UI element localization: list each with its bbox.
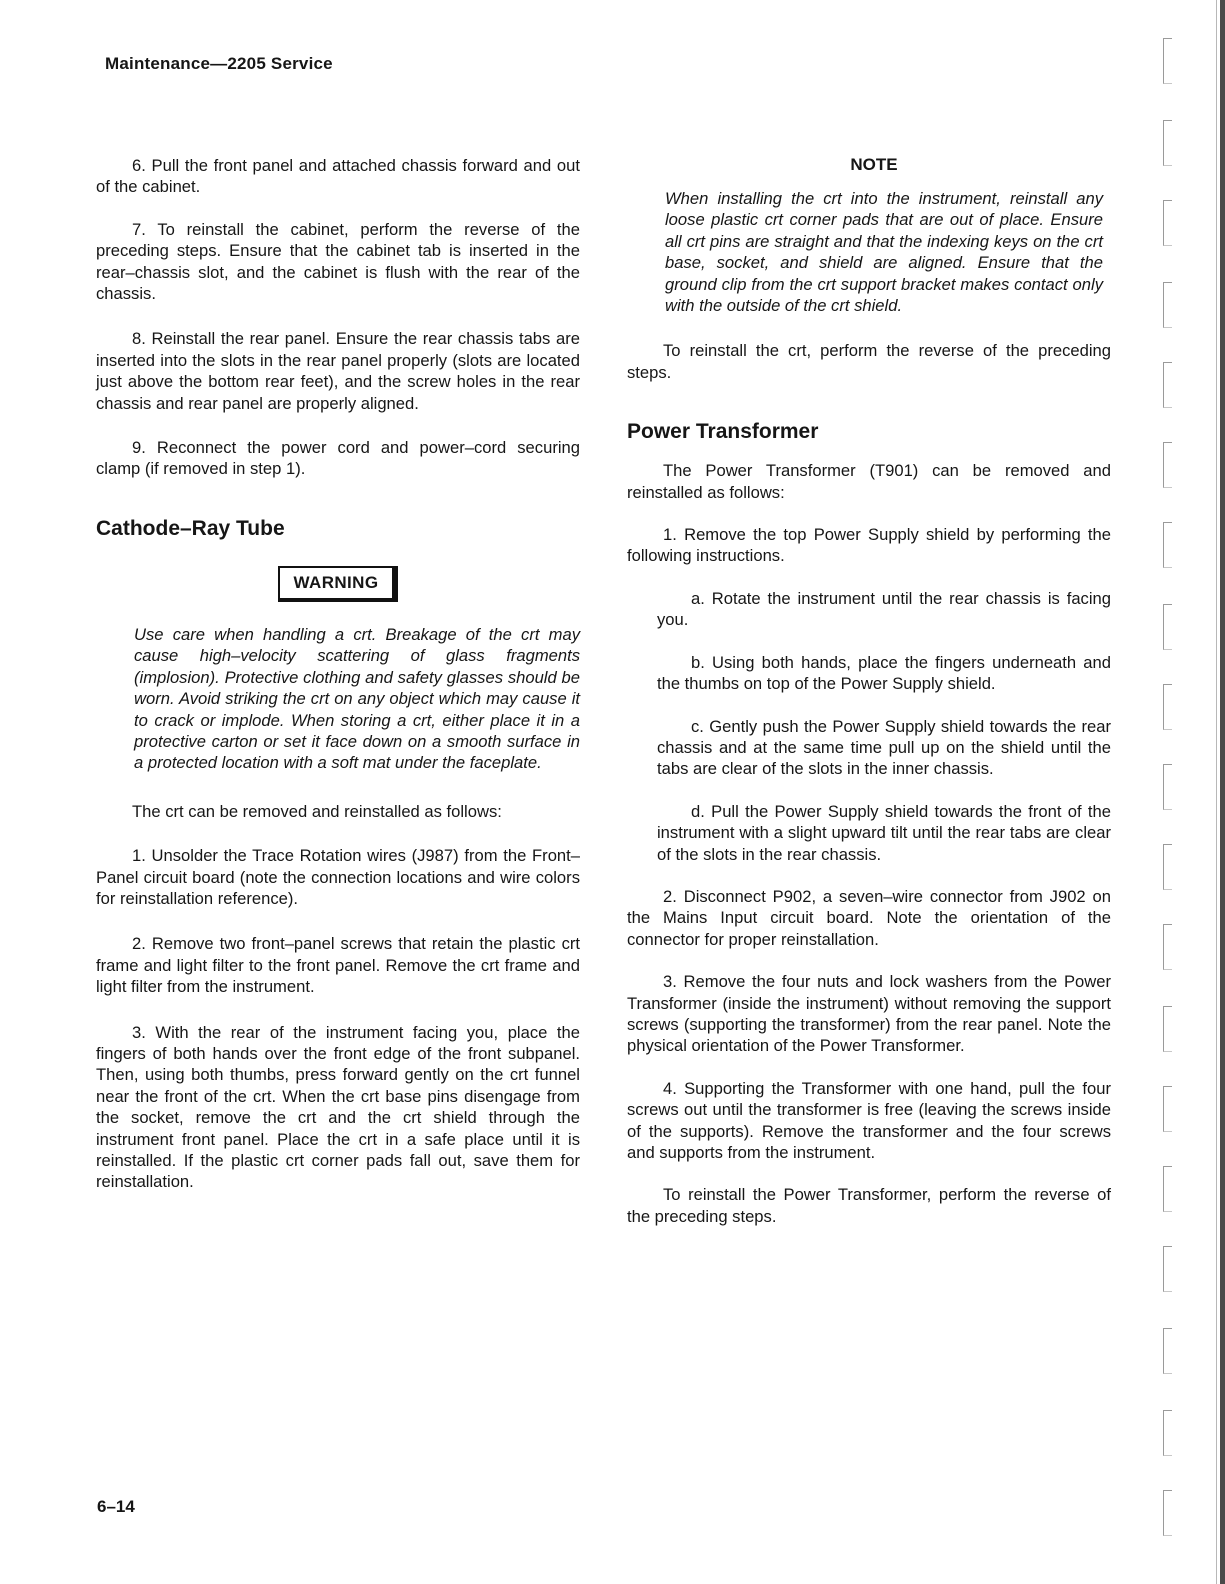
step-7-paragraph: 7. To reinstall the cabinet, perform the reverse of the preceding steps. Ensure that the cabinet tab is inserted in the rear–chassis slot, and the cabinet is flush with the rear of the chassis. [96, 219, 580, 304]
binding-mark [1163, 1086, 1172, 1132]
power-transformer-heading: Power Transformer [627, 420, 819, 444]
note-text: When installing the crt into the instrument, reinstall any loose plastic crt corner pads that are out of place. Ensure all crt pins are straight and that the indexing keys on the crt base, socket, and shield are aligned. Ensure that the ground clip from the crt support bracket makes contact only with the outside of the crt shield. [665, 189, 1103, 316]
step-6-paragraph: 6. Pull the front panel and attached chassis forward and out of the cabinet. [96, 156, 580, 197]
scan-edge-line [1216, 0, 1217, 1584]
binding-mark [1163, 604, 1172, 650]
pt-intro-paragraph: The Power Transformer (T901) can be removed and reinstalled as follows: [627, 461, 1111, 502]
pt-step-1b-paragraph: b. Using both hands, place the fingers underneath and the thumbs on top of the Power Supply shield. [657, 652, 1111, 694]
binding-mark [1163, 522, 1172, 568]
pt-step-2-paragraph: 2. Disconnect P902, a seven–wire connector from J902 on the Mains Input circuit board. Note the orientation of the connector for proper reinstallation. [627, 886, 1111, 949]
pt-step-1a-paragraph: a. Rotate the instrument until the rear chassis is facing you. [657, 588, 1111, 630]
left-column [96, 155, 580, 1193]
step-9-paragraph: 9. Reconnect the power cord and power–cord securing clamp (if removed in step 1). [96, 438, 580, 479]
pt-step-1d-paragraph: d. Pull the Power Supply shield towards the front of the instrument with a slight upward tilt until the rear tabs are clear of the slots in the rear chassis. [657, 801, 1111, 864]
page-header: Maintenance—2205 Service [105, 54, 333, 73]
binding-mark [1163, 442, 1172, 488]
note-title: NOTE [850, 155, 898, 174]
binding-mark [1163, 1490, 1172, 1536]
binding-mark [1163, 362, 1172, 408]
binding-mark [1163, 1328, 1172, 1374]
binding-mark [1163, 1246, 1172, 1292]
pt-reinstall-paragraph: To reinstall the Power Transformer, perform the reverse of the preceding steps. [627, 1185, 1111, 1226]
scan-edge-shadow [1220, 0, 1225, 1584]
binding-mark [1163, 120, 1172, 166]
crt-step-3-paragraph: 3. With the rear of the instrument facing you, place the fingers of both hands over the front edge of the front subpanel. Then, using both thumbs, press forward gently on the crt funnel near the front of the crt. When the crt base pins disengage from the socket, remove the crt and the crt shield through the instrument front panel. Place the crt in a safe place until it is reinstalled. If the plastic crt corner pads fall out, save them for reinstallation. [96, 1022, 580, 1192]
pt-step-4-paragraph: 4. Supporting the Transformer with one hand, pull the four screws out until the transformer is free (leaving the screws inside of the supports). Remove the transformer and the four screws and supports from the instrument. [627, 1078, 1111, 1162]
warning-label: WARNING [278, 566, 399, 602]
warning-text: Use care when handling a crt. Breakage of the crt may cause high–velocity scattering of glass fragments (implosion). Protective clothing and safety glasses should be worn. Avoid striking the crt on any object which may cause it to crack or implode. When storing a crt, either place it in a protective carton or set it face down on a smooth surface in a protected location with a soft mat under the faceplate. [134, 624, 580, 773]
step-8-paragraph: 8. Reinstall the rear panel. Ensure the rear chassis tabs are inserted into the slots in the rear panel properly (slots are located just above the bottom rear feet), and the screw holes in the rear chassis and rear panel are properly aligned. [96, 329, 580, 413]
page-number: 6–14 [97, 1497, 135, 1516]
pt-step-3-paragraph: 3. Remove the four nuts and lock washers from the Power Transformer (inside the instrument) without removing the support screws (supporting the transformer) from the rear panel. Note the physical orientation of the Power Transformer. [627, 972, 1111, 1056]
pt-step-1-paragraph: 1. Remove the top Power Supply shield by performing the following instructions. [627, 525, 1111, 566]
binding-mark [1163, 764, 1172, 810]
crt-intro-paragraph: The crt can be removed and reinstalled as follows: [132, 801, 502, 821]
crt-step-2-paragraph: 2. Remove two front–panel screws that retain the plastic crt frame and light filter to the front panel. Remove the crt frame and light filter from the instrument. [96, 934, 580, 997]
binding-mark [1163, 924, 1172, 970]
crt-section-heading: Cathode–Ray Tube [96, 516, 285, 540]
binding-mark [1163, 200, 1172, 246]
binding-mark [1163, 282, 1172, 328]
right-column [627, 155, 1111, 1227]
pt-step-1c-paragraph: c. Gently push the Power Supply shield towards the rear chassis and at the same time pull up on the shield until the tabs are clear of the slots in the inner chassis. [657, 716, 1111, 779]
crt-reinstall-paragraph: To reinstall the crt, perform the reverse of the preceding steps. [627, 341, 1111, 382]
warning-block [96, 566, 580, 602]
binding-mark [1163, 844, 1172, 890]
binding-mark [1163, 1166, 1172, 1212]
binding-mark [1163, 1410, 1172, 1456]
binding-mark [1163, 1006, 1172, 1052]
crt-step-1-paragraph: 1. Unsolder the Trace Rotation wires (J987) from the Front–Panel circuit board (note the connection locations and wire colors for reinstallation reference). [96, 846, 580, 908]
binding-mark [1163, 38, 1172, 84]
binding-mark [1163, 684, 1172, 730]
